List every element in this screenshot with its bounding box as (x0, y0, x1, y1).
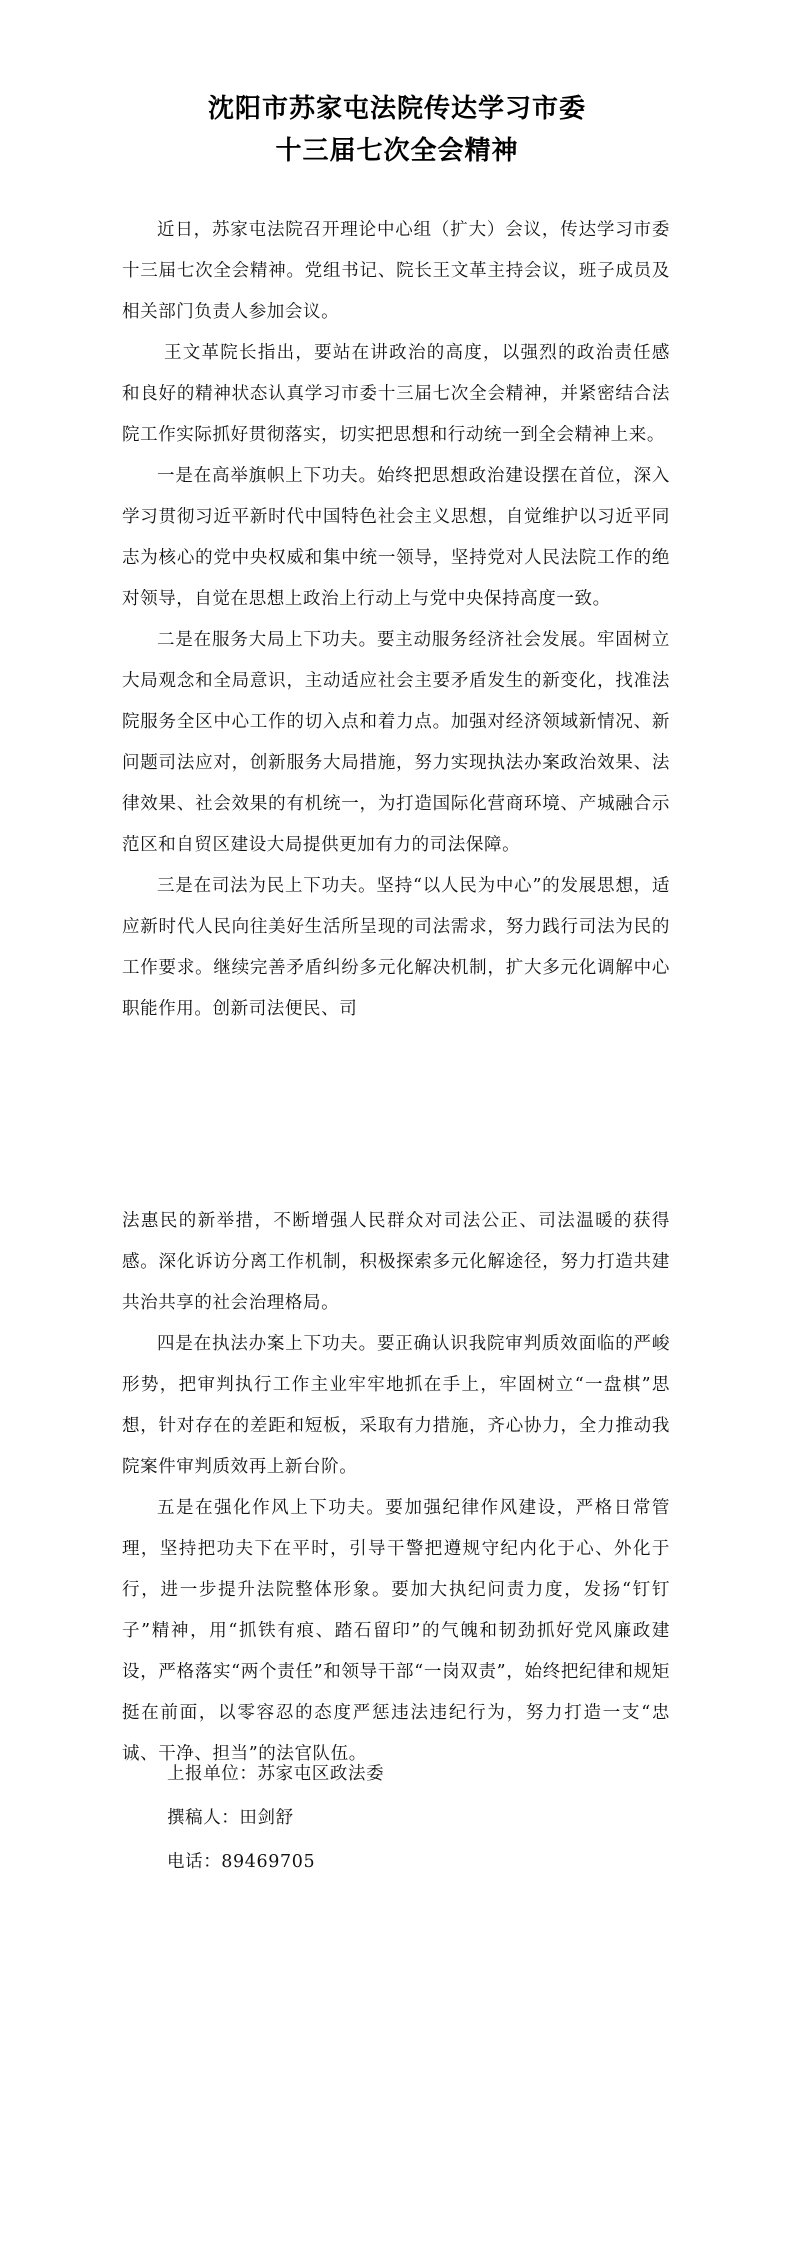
title-line-1: 沈阳市苏家屯法院传达学习市委 (207, 94, 586, 124)
paragraph-point-5: 五是在强化作风上下功夫。要加强纪律作风建设，严格日常管理，坚持把功夫下在平时，引导干警把遵规守纪内化于心、外化于行，进一步提升法院整体形象。要加大执纪问责力度，发扬“钉钉子”精神，用“抓铁有痕、踏石留印”的气魄和韧劲抓好党风廉政建设，严格落实“两个责任”和领导干部“一岗双责”，始终把纪律和规矩挺在前面，以零容忍的态度严惩违法违纪行为，努力打造一支“忠诚、干净、担当”的法官队伍。 (122, 1498, 670, 1764)
paragraph-president-remarks: 王文革院长指出，要站在讲政治的高度，以强烈的政治责任感和良好的精神状态认真学习市委十三届七次全会精神，并紧密结合法院工作实际抓好贯彻落实，切实把思想和行动统一到全会精神上来。 (122, 343, 670, 445)
paragraph-point-1: 一是在高举旗帜上下功夫。始终把思想政治建设摆在首位，深入学习贯彻习近平新时代中国特色社会主义思想，自觉维护以习近平同志为核心的党中央权威和集中统一领导，坚持党对人民法院工作的绝对领导，自觉在思想上政治上行动上与党中央保持高度一致。 (122, 466, 670, 609)
paragraph-point-3: 三是在司法为民上下功夫。坚持“以人民为中心”的发展思想，适应新时代人民向往美好生活所呈现的司法需求，努力践行司法为民的工作要求。继续完善矛盾纠纷多元化解决机制，扩大多元化调解中心职能作用。创新司法便民、司 (122, 876, 670, 1019)
footer-reporting-unit: 上报单位：苏家屯区政法委 (167, 1764, 385, 1784)
footer-author: 撰稿人：田剑舒 (167, 1808, 294, 1828)
footer-phone: 电话：89469705 (167, 1852, 316, 1872)
body-section-2 (122, 1201, 670, 1775)
paragraph-point-4: 四是在执法办案上下功夫。要正确认识我院审判质效面临的严峻形势，把审判执行工作主业牢牢地抓在手上，牢固树立“一盘棋”思想，针对存在的差距和短板，采取有力措施，齐心协力，全力推动我院案件审判质效再上新台阶。 (122, 1334, 670, 1477)
title-line-2: 十三届七次全会精神 (275, 136, 519, 166)
paragraph-intro: 近日，苏家屯法院召开理论中心组（扩大）会议，传达学习市委十三届七次全会精神。党组书记、院长王文革主持会议，班子成员及相关部门负责人参加会议。 (122, 220, 670, 322)
body-section-1 (122, 210, 670, 1030)
paragraph-point-3-continued: 法惠民的新举措，不断增强人民群众对司法公正、司法温暖的获得感。深化诉访分离工作机制，积极探索多元化解途径，努力打造共建共治共享的社会治理格局。 (122, 1211, 670, 1313)
paragraph-point-2: 二是在服务大局上下功夫。要主动服务经济社会发展。牢固树立大局观念和全局意识，主动适应社会主要矛盾发生的新变化，找准法院服务全区中心工作的切入点和着力点。加强对经济领域新情况、新问题司法应对，创新服务大局措施，努力实现执法办案政治效果、法律效果、社会效果的有机统一，为打造国际化营商环境、产城融合示范区和自贸区建设大局提供更加有力的司法保障。 (122, 630, 670, 855)
